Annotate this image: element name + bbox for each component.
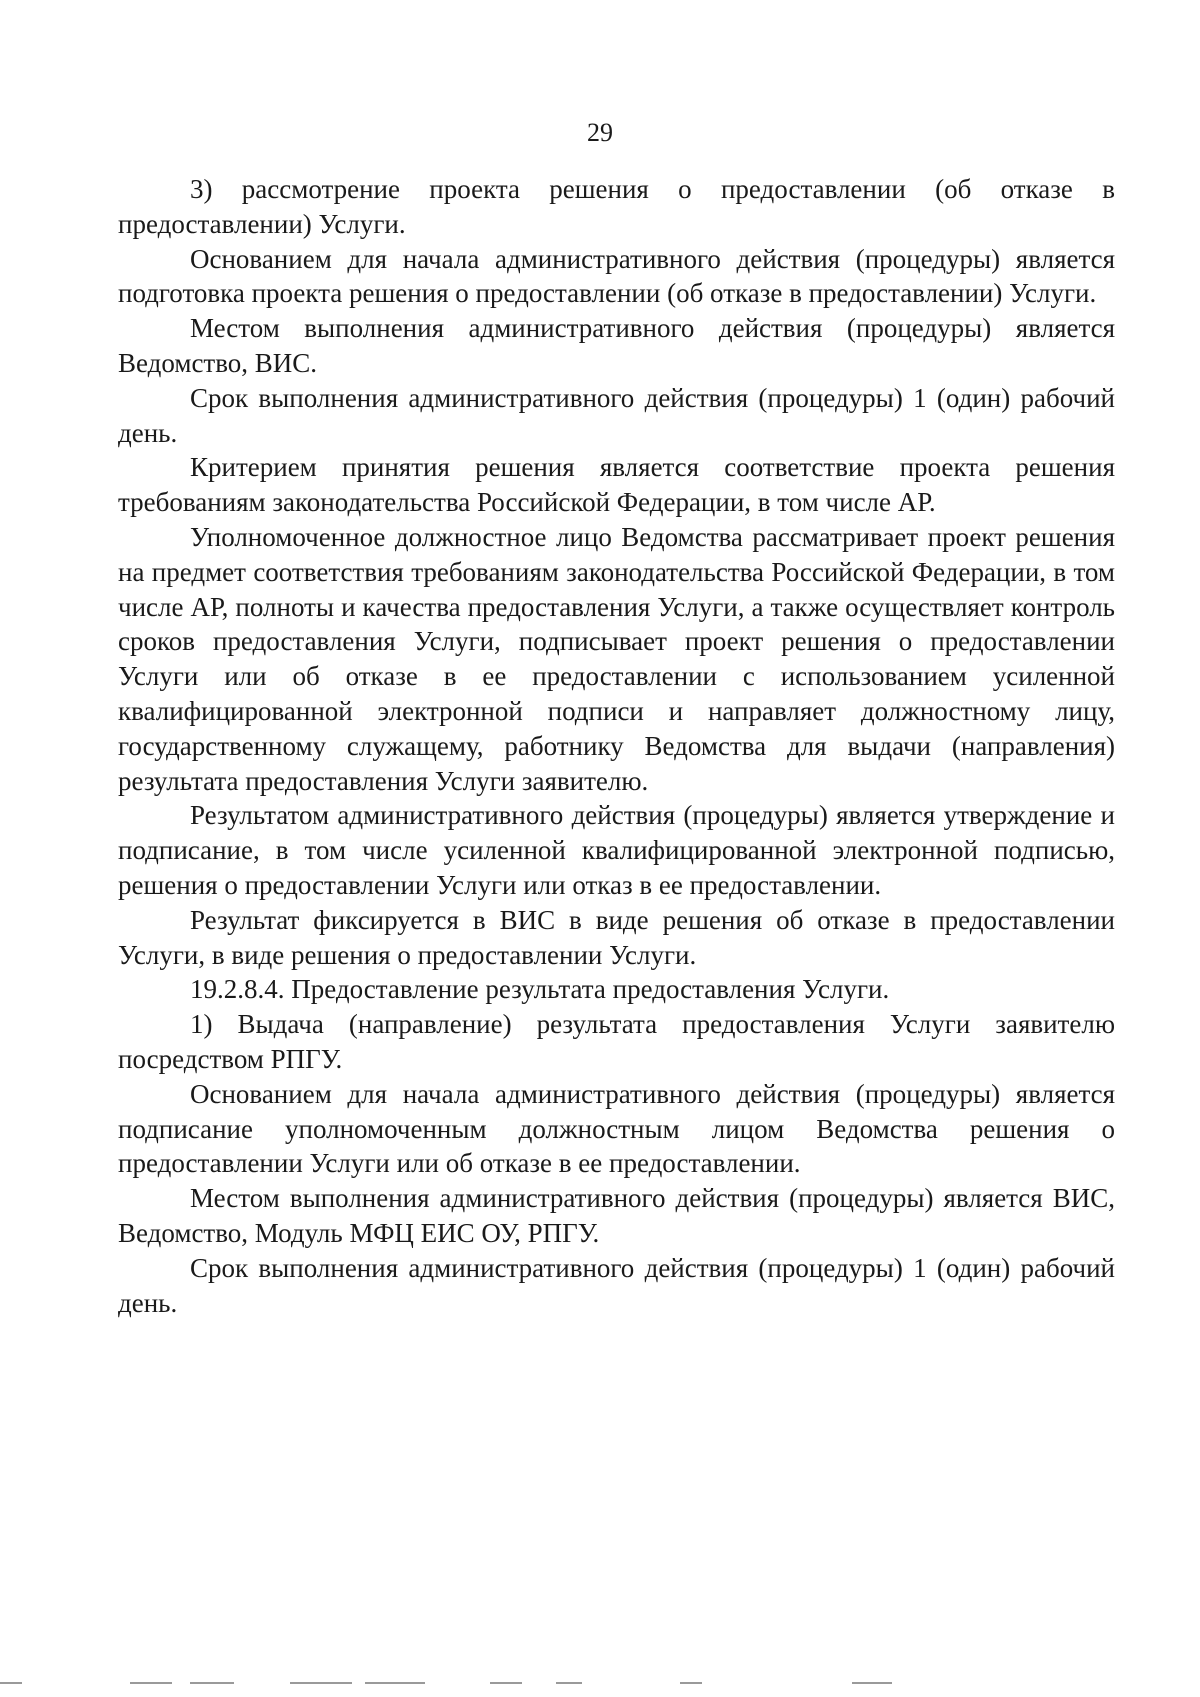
page-number: 29 [587, 118, 613, 147]
paragraph-result: Результатом административного действия (процедуры) является утверждение и подписание, в том числе усиленной квалифицированной электронной подписью, решения о предоставлении Услуги или отказ в ее предоставлении. [118, 800, 1115, 900]
scan-edge-marks [0, 1678, 1200, 1688]
paragraph-issuance-term: Срок выполнения административного действия (процедуры) 1 (один) рабочий день. [118, 1252, 1115, 1318]
paragraph-place: Местом выполнения административного действия (процедуры) является Ведомство, ВИС. [118, 313, 1115, 378]
paragraph-basis: Основанием для начала административного действия (процедуры) является подготовка проекта решения о предоставлении (об отказе в предоставлении) Услуги. [118, 243, 1115, 309]
paragraph-criterion: Критерием принятия решения является соответствие проекта решения требованиям законодательства Российской Федерации, в том числе АР. [118, 452, 1115, 518]
paragraph-term: Срок выполнения административного действия (процедуры) 1 (один) рабочий день. [118, 382, 1115, 448]
paragraph-issuance-basis: Основанием для начала административного действия (процедуры) является подписание уполномоченным должностным лицом Ведомства решения о предоставлении Услуги или об отказе в ее предоставлении. [118, 1078, 1115, 1179]
paragraph-review-stage: 3) рассмотрение проекта решения о предоставлении (об отказе в предоставлении) Услуги. [118, 174, 1115, 239]
paragraph-official-review: Уполномоченное должностное лицо Ведомства рассматривает проект решения на предмет соответствия требованиям законодательства Российской Федерации, в том числе АР, полноты и качества предоставления Услуги, а также осуществляет контроль сроков предоставления Услуги, подписывает проект решения о предоставлении Услуги или об отказе в ее предоставлении с использованием усиленной квалифицированной электронной подписи и направляет должностному лицу, государственному служащему, работнику Ведомства для выдачи (направления) результата предоставления Услуги заявителю. [118, 521, 1115, 796]
paragraph-issuance-stage: 1) Выдача (направление) результата предоставления Услуги заявителю посредством РПГУ. [118, 1009, 1115, 1074]
document-body [118, 172, 1115, 1320]
paragraph-result-recorded: Результат фиксируется в ВИС в виде решения об отказе в предоставлении Услуги, в виде решения о предоставлении Услуги. [118, 904, 1115, 970]
section-heading-19-2-8-4: 19.2.8.4. Предоставление результата предоставления Услуги. [190, 974, 890, 1005]
paragraph-issuance-place: Местом выполнения административного действия (процедуры) является ВИС, Ведомство, Модуль МФЦ ЕИС ОУ, РПГУ. [118, 1183, 1115, 1248]
